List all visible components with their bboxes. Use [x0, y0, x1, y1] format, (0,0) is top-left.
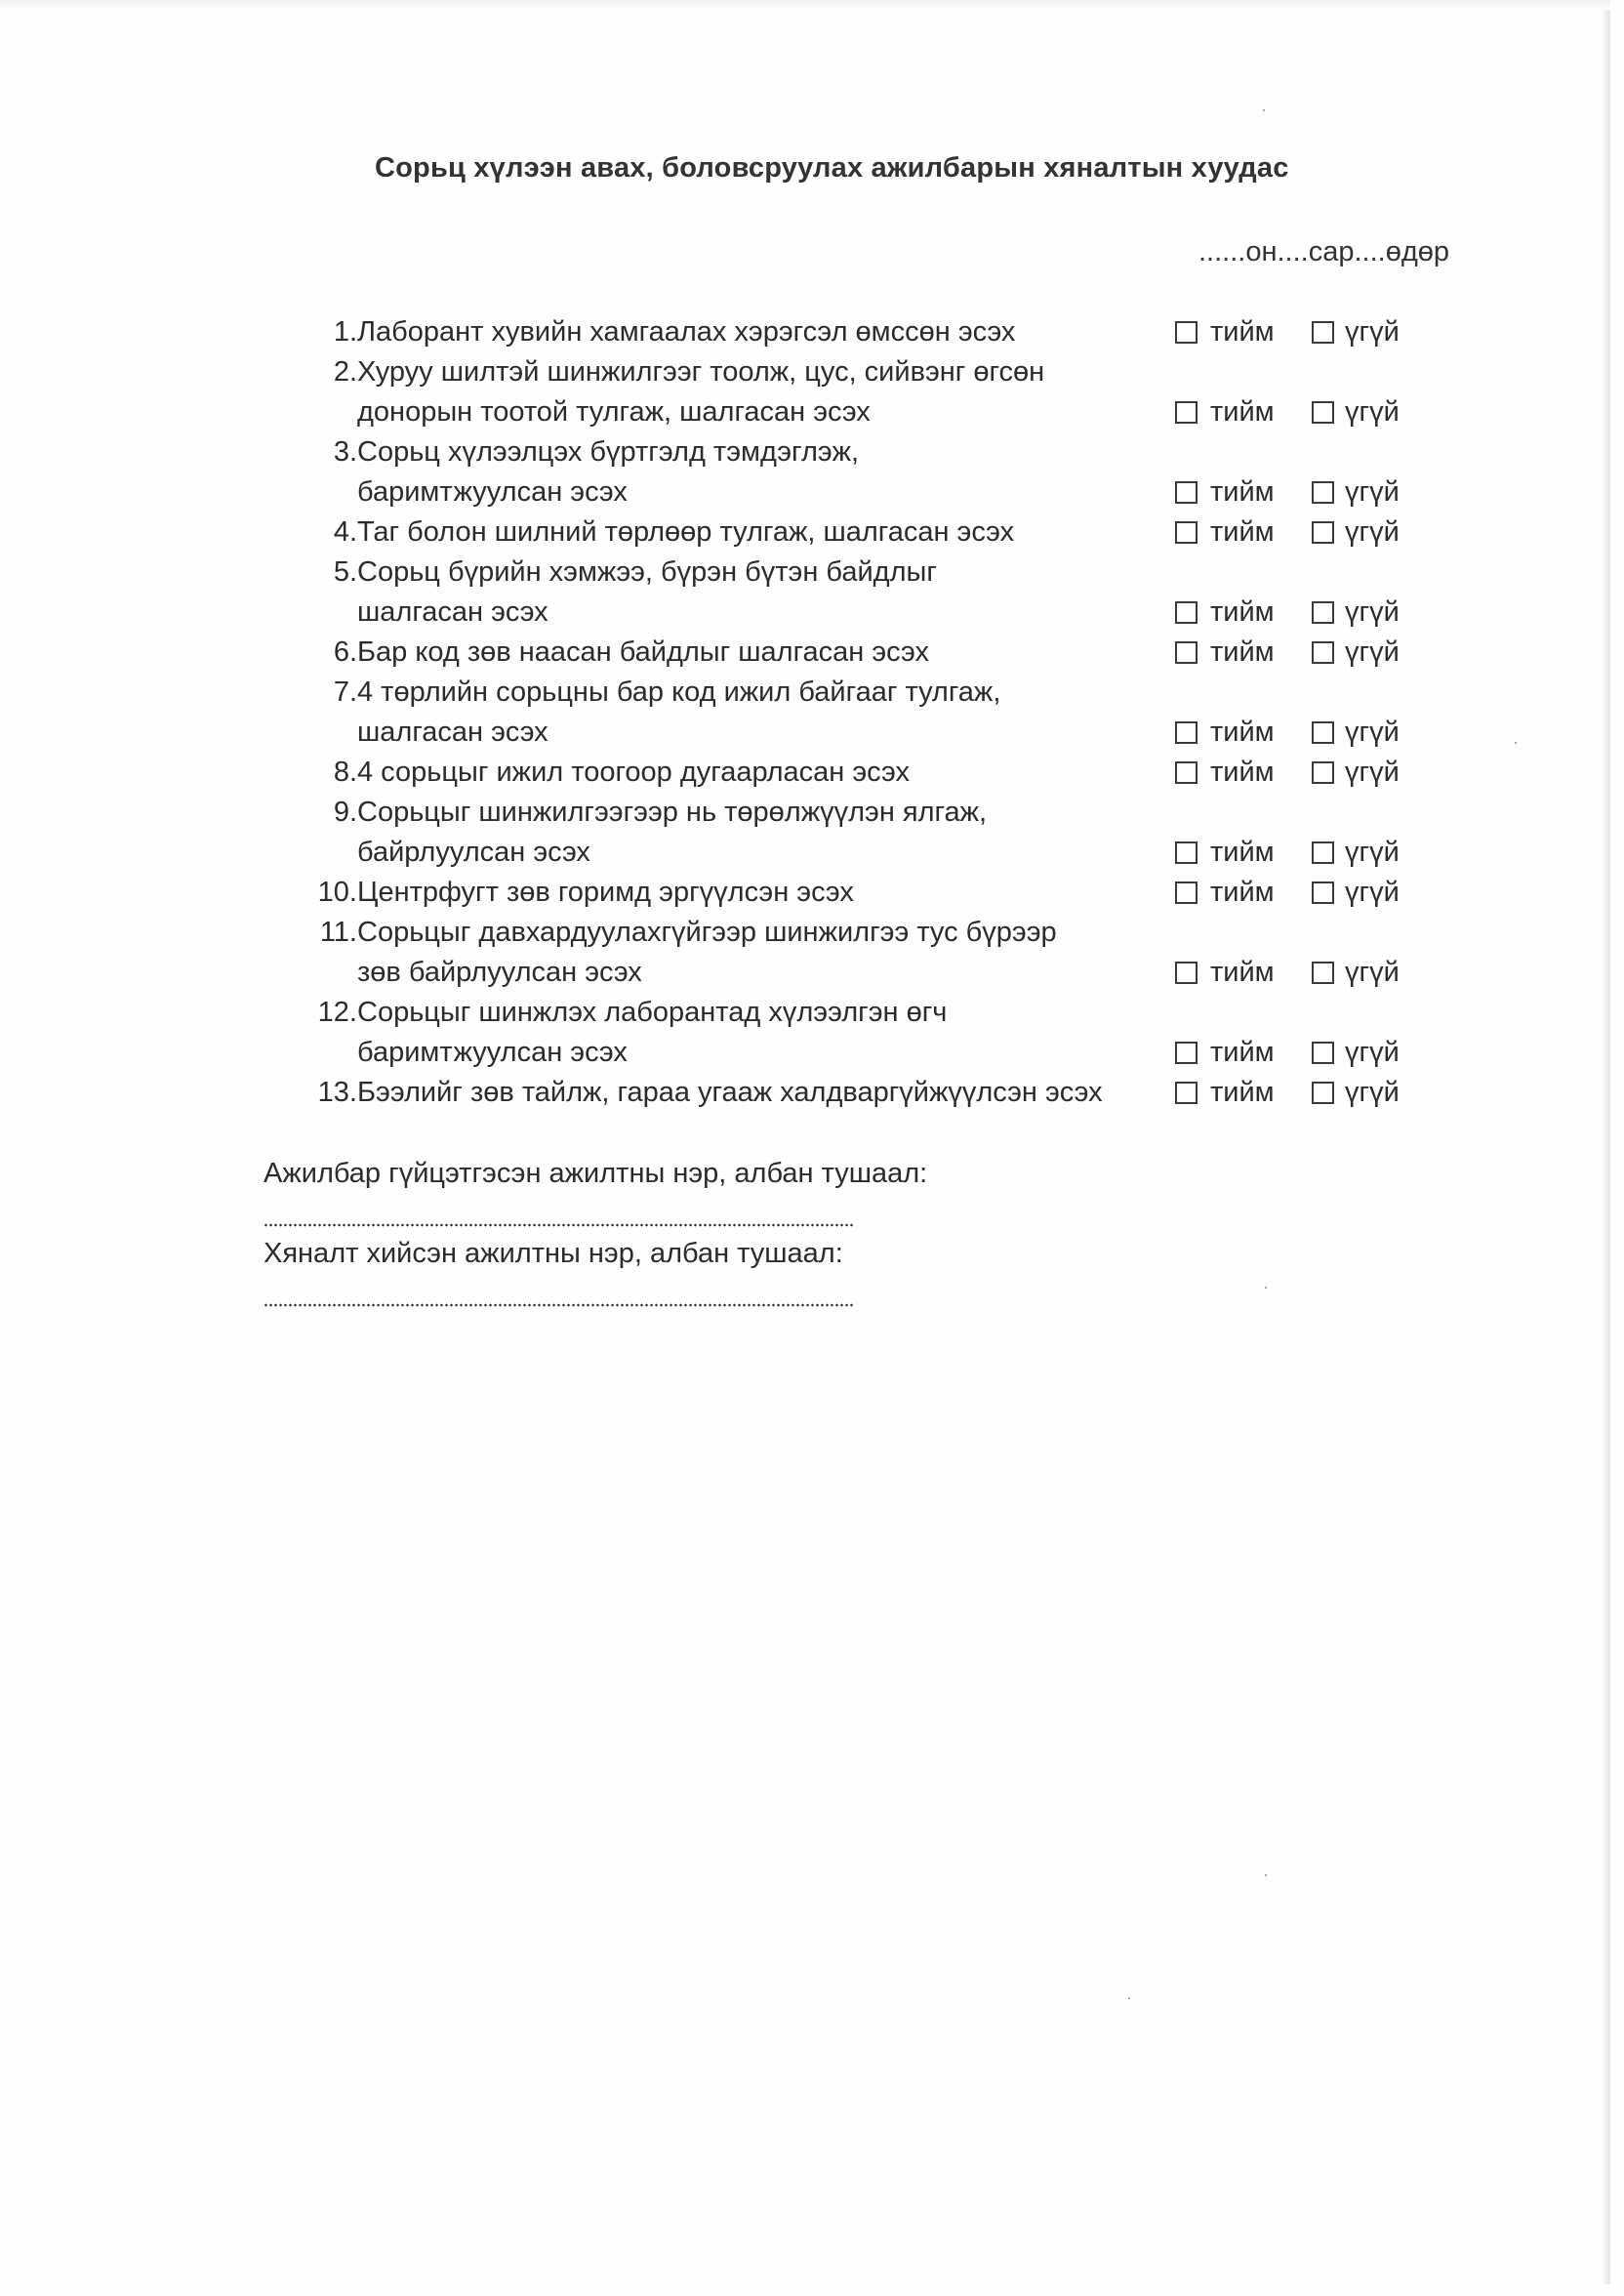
item-text-line: баримтжуулсан эсэх [357, 476, 628, 508]
no-label: үгүй [1345, 516, 1400, 548]
yes-label: тийм [1210, 596, 1275, 628]
supervisor-signature-line[interactable] [264, 1303, 855, 1307]
yes-label: тийм [1210, 316, 1275, 348]
no-label: үгүй [1345, 1037, 1400, 1068]
checklist-item [310, 993, 1442, 1073]
checklist-item [310, 553, 1442, 633]
item-text-line: Сорьцыг давхардуулахгүйгээр шинжилгээ тус бүрээр [357, 917, 1057, 948]
item-text-line: байрлуулсан эсэх [357, 837, 590, 868]
scan-speck [1265, 1874, 1267, 1876]
answer-options [1175, 512, 1458, 553]
yes-label: тийм [1210, 636, 1275, 668]
item-number: 12. [317, 997, 357, 1028]
checklist-item [310, 432, 1442, 512]
item-text [357, 793, 1167, 873]
item-number: 2. [333, 356, 357, 388]
answer-options [1175, 713, 1458, 753]
yes-label: тийм [1210, 757, 1275, 788]
no-label: үгүй [1345, 396, 1400, 428]
answer-options [1175, 873, 1458, 913]
yes-label: тийм [1210, 717, 1275, 748]
item-number: 6. [333, 636, 357, 668]
yes-checkbox[interactable] [1175, 962, 1198, 984]
item-text [357, 873, 1167, 913]
item-text [357, 753, 1167, 793]
yes-label: тийм [1210, 476, 1275, 508]
item-number: 4. [333, 516, 357, 548]
no-checkbox[interactable] [1312, 601, 1334, 624]
checklist-item [310, 312, 1442, 352]
answer-options [1175, 472, 1458, 512]
yes-checkbox[interactable] [1175, 1042, 1198, 1064]
answer-options [1175, 953, 1458, 993]
scan-speck [1265, 1287, 1267, 1289]
yes-checkbox[interactable] [1175, 841, 1198, 864]
yes-label: тийм [1210, 877, 1275, 908]
no-checkbox[interactable] [1312, 721, 1334, 744]
checklist-item [310, 1073, 1442, 1113]
item-text-line: Лаборант хувийн хамгаалах хэрэгсэл өмссөн эсэх [357, 316, 1016, 348]
checklist-item [310, 913, 1442, 993]
no-checkbox[interactable] [1312, 481, 1334, 504]
checklist-item [310, 352, 1442, 432]
no-checkbox[interactable] [1312, 521, 1334, 544]
item-text-line: Хуруу шилтэй шинжилгээг тоолж, цус, сийвэнг өгсөн [357, 356, 1045, 388]
item-number: 3. [333, 436, 357, 468]
no-checkbox[interactable] [1312, 841, 1334, 864]
document-title: Сорьц хүлээн авах, боловсруулах ажилбарын хяналтын хуудас [375, 152, 1289, 184]
item-number: 7. [333, 676, 357, 708]
item-text-line: Бар код зөв наасан байдлыг шалгасан эсэх [357, 636, 929, 668]
item-text-line: Сорьцыг шинжилгээгээр нь төрөлжүүлэн ялгаж, [357, 797, 988, 828]
yes-label: тийм [1210, 837, 1275, 868]
answer-options [1175, 312, 1458, 352]
yes-checkbox[interactable] [1175, 761, 1198, 784]
item-text-line: баримтжуулсан эсэх [357, 1037, 628, 1068]
no-checkbox[interactable] [1312, 882, 1334, 904]
checklist-item [310, 873, 1442, 913]
scan-edge-shadow [1603, 10, 1610, 2284]
no-checkbox[interactable] [1312, 641, 1334, 664]
no-checkbox[interactable] [1312, 401, 1334, 424]
checklist-item [310, 793, 1442, 873]
yes-label: тийм [1210, 1077, 1275, 1108]
no-checkbox[interactable] [1312, 1042, 1334, 1064]
item-text-line: Сорьц хүлээлцэх бүртгэлд тэмдэглэж, [357, 436, 860, 468]
no-label: үгүй [1345, 877, 1400, 908]
item-text [357, 673, 1167, 753]
no-label: үгүй [1345, 1077, 1400, 1108]
performer-signature-line[interactable] [264, 1223, 855, 1227]
answer-options [1175, 633, 1458, 673]
answer-options [1175, 1033, 1458, 1073]
item-text [357, 993, 1167, 1073]
no-label: үгүй [1345, 717, 1400, 748]
yes-label: тийм [1210, 1037, 1275, 1068]
item-text [357, 352, 1167, 432]
item-text-line: Таг болон шилний төрлөөр тулгаж, шалгасан эсэх [357, 516, 1015, 548]
item-text-line: 4 сорьцыг ижил тоогоор дугаарласан эсэх [357, 757, 910, 788]
checklist-item [310, 512, 1442, 553]
answer-options [1175, 593, 1458, 633]
item-text-line: Сорьц бүрийн хэмжээ, бүрэн бүтэн байдлыг [357, 556, 937, 588]
yes-checkbox[interactable] [1175, 721, 1198, 744]
no-checkbox[interactable] [1312, 321, 1334, 344]
no-label: үгүй [1345, 957, 1400, 988]
item-number: 1. [333, 316, 357, 348]
no-checkbox[interactable] [1312, 1082, 1334, 1104]
checklist-item [310, 753, 1442, 793]
scan-top-shadow [0, 0, 1610, 10]
item-text [357, 1073, 1167, 1113]
yes-checkbox[interactable] [1175, 481, 1198, 504]
item-text-line: шалгасан эсэх [357, 717, 548, 748]
date-line: ......он....сар....өдөр [1198, 236, 1450, 267]
supervisor-label: Хяналт хийсэн ажилтны нэр, албан тушаал: [264, 1238, 843, 1269]
answer-options [1175, 1073, 1458, 1113]
scan-speck [1515, 742, 1517, 744]
no-label: үгүй [1345, 636, 1400, 668]
item-number: 10. [317, 877, 357, 908]
no-label: үгүй [1345, 596, 1400, 628]
item-text [357, 512, 1167, 553]
yes-label: тийм [1210, 516, 1275, 548]
scan-speck [1128, 1997, 1130, 1999]
item-text-line: Бээлийг зөв тайлж, гараа угааж халдваргүйжүүлсэн эсэх [357, 1077, 1103, 1108]
item-text [357, 312, 1167, 352]
no-label: үгүй [1345, 316, 1400, 348]
item-text-line: 4 төрлийн сорьцны бар код ижил байгааг тулгаж, [357, 676, 1001, 708]
item-text-line: шалгасан эсэх [357, 596, 548, 628]
yes-label: тийм [1210, 957, 1275, 988]
yes-checkbox[interactable] [1175, 882, 1198, 904]
item-text [357, 432, 1167, 512]
item-text-line: Центрфугт зөв горимд эргүүлсэн эсэх [357, 877, 854, 908]
yes-checkbox[interactable] [1175, 321, 1198, 344]
no-checkbox[interactable] [1312, 761, 1334, 784]
item-text-line: зөв байрлуулсан эсэх [357, 957, 642, 988]
performer-label: Ажилбар гүйцэтгэсэн ажилтны нэр, албан тушаал: [264, 1158, 928, 1189]
answer-options [1175, 392, 1458, 432]
checklist-item [310, 673, 1442, 753]
item-text [357, 633, 1167, 673]
item-number: 8. [333, 757, 357, 788]
item-number: 5. [333, 556, 357, 588]
item-number: 9. [333, 797, 357, 828]
yes-checkbox[interactable] [1175, 521, 1198, 544]
item-number: 11. [319, 917, 357, 948]
item-text-line: Сорьцыг шинжлэх лаборантад хүлээлгэн өгч [357, 997, 948, 1028]
item-text [357, 553, 1167, 633]
no-checkbox[interactable] [1312, 962, 1334, 984]
item-number: 13. [317, 1077, 357, 1108]
yes-checkbox[interactable] [1175, 641, 1198, 664]
item-text-line: донорын тоотой тулгаж, шалгасан эсэх [357, 396, 871, 428]
scan-speck [1263, 109, 1265, 111]
yes-label: тийм [1210, 396, 1275, 428]
no-label: үгүй [1345, 476, 1400, 508]
yes-checkbox[interactable] [1175, 401, 1198, 424]
answer-options [1175, 833, 1458, 873]
item-text [357, 913, 1167, 993]
checklist-item [310, 633, 1442, 673]
no-label: үгүй [1345, 837, 1400, 868]
no-label: үгүй [1345, 757, 1400, 788]
yes-checkbox[interactable] [1175, 1082, 1198, 1104]
yes-checkbox[interactable] [1175, 601, 1198, 624]
answer-options [1175, 753, 1458, 793]
